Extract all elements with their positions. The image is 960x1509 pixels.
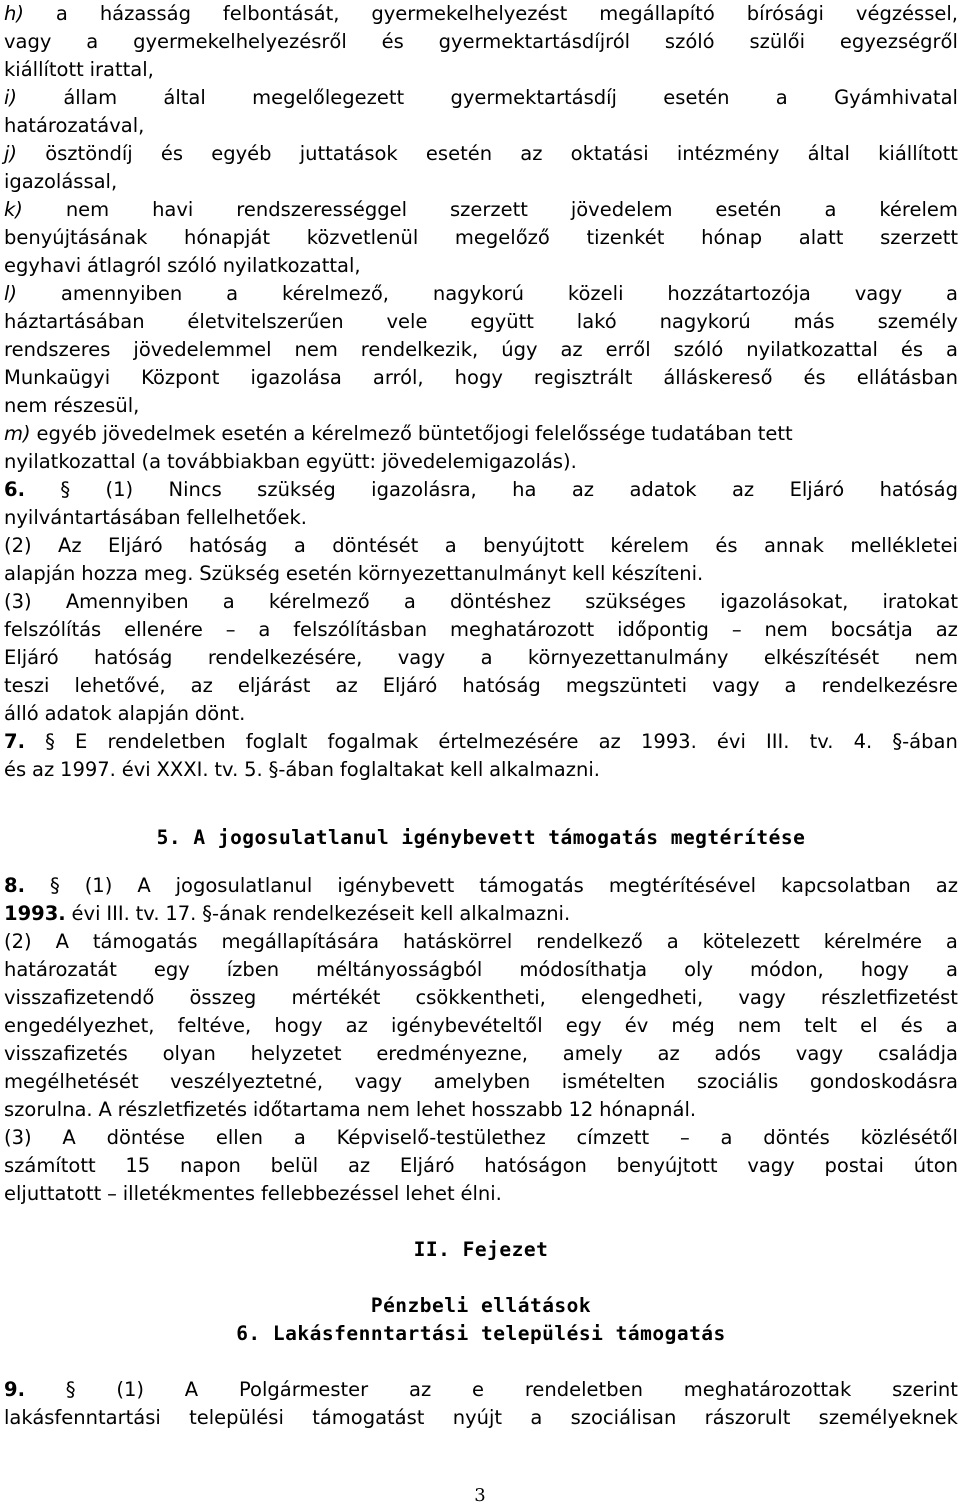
text-line: felszólítás ellenére – a felszólításban meghatározott időpontig – nem bocsátja az: [4, 618, 958, 641]
text-line: igazolással,: [4, 170, 118, 193]
text-line: és az 1997. évi XXXI. tv. 5. §-ában foglaltakat kell alkalmazni.: [4, 758, 600, 781]
text-line: m) egyéb jövedelmek esetén a kérelmező büntetőjogi felelőssége tudatában tett: [4, 422, 793, 445]
text-line: álló adatok alapján dönt.: [4, 702, 246, 725]
paragraph-block-income-proof: [4, 0, 958, 784]
text-line: alapján hozza meg. Szükség esetén környezettanulmányt kell készíteni.: [4, 562, 704, 585]
text-line: kiállított irattal,: [4, 58, 154, 81]
paragraph-block-housing: [4, 1376, 958, 1432]
chapter-heading: II. Fejezet: [413, 1238, 549, 1261]
text-line: 7. § E rendeletben foglalt fogalmak értelmezésére az 1993. évi III. tv. 4. §-ában: [4, 730, 958, 753]
text-line: visszafizetendő összeg mértékét csökkentheti, elengedheti, vagy részletfizetést: [4, 986, 958, 1009]
text-line: (3) Amennyiben a kérelmező a döntéshez szükséges igazolásokat, iratokat: [4, 590, 958, 613]
text-line: Eljáró hatóság rendelkezésére, vagy a környezettanulmány elkészítését nem: [4, 646, 958, 669]
text-line: h) a házasság felbontását, gyermekelhelyezést megállapító bírósági végzéssel,: [4, 2, 958, 25]
text-line: 1993. évi III. tv. 17. §-ának rendelkezéseit kell alkalmazni.: [4, 902, 571, 925]
text-line: j) ösztöndíj és egyéb juttatások esetén az oktatási intézmény által kiállított: [4, 142, 958, 165]
text-line: határozatával,: [4, 114, 145, 137]
text-line: (2) Az Eljáró hatóság a döntését a benyújtott kérelem és annak mellékletei: [4, 534, 958, 557]
text-line: számított 15 napon belül az Eljáró hatóságon benyújtott vagy postai úton: [4, 1154, 958, 1177]
text-line: szorulna. A részletfizetés időtartama nem lehet hosszabb 12 hónapnál.: [4, 1098, 697, 1121]
text-line: határozatát egy ízben méltányosságból módosíthatja oly módon, hogy a: [4, 958, 958, 981]
text-line: 8. § (1) A jogosulatlanul igénybevett támogatás megtérítésével kapcsolatban az: [4, 874, 958, 897]
text-line: teszi lehetővé, az eljárást az Eljáró hatóság megszünteti vagy a rendelkezésre: [4, 674, 958, 697]
text-line: eljuttatott – illetékmentes fellebbezéssel lehet élni.: [4, 1182, 502, 1205]
text-line: megélhetését veszélyeztetné, vagy amelyben ismételten szociális gondoskodásra: [4, 1070, 958, 1093]
document-page: [4, 0, 958, 1432]
text-line: vagy a gyermekelhelyezésről és gyermektartásdíjról szóló szülői egyezségről: [4, 30, 958, 53]
text-line: benyújtásának hónapját közvetlenül megelőző tizenkét hónap alatt szerzett: [4, 226, 958, 249]
text-line: nyilatkozattal (a továbbiakban együtt: jövedelemigazolás).: [4, 450, 577, 473]
text-line: i) állam által megelőlegezett gyermektartásdíj esetén a Gyámhivatal: [4, 86, 958, 109]
section-heading-6: 6. Lakásfenntartási települési támogatás: [236, 1322, 726, 1345]
text-line: 6. § (1) Nincs szükség igazolásra, ha az adatok az Eljáró hatóság: [4, 478, 958, 501]
page-number: 3: [474, 1485, 486, 1506]
text-line: 9. § (1) A Polgármester az e rendeletben meghatározottak szerint: [4, 1378, 958, 1401]
text-line: k) nem havi rendszerességgel szerzett jövedelem esetén a kérelem: [4, 198, 958, 221]
text-line: nyilvántartásában fellelhetőek.: [4, 506, 307, 529]
text-line: rendszeres jövedelemmel nem rendelkezik, úgy az erről szóló nyilatkozattal és a: [4, 338, 958, 361]
text-line: lakásfenntartási települési támogatást nyújt a szociálisan rászorult személyeknek: [4, 1406, 958, 1429]
text-line: (3) A döntése ellen a Képviselő-testülethez címzett – a döntés közlésétől: [4, 1126, 958, 1149]
paragraph-block-refund: [4, 872, 958, 1208]
text-line: háztartásában életvitelszerűen vele együtt lakó nagykorú más személy: [4, 310, 958, 333]
text-line: engedélyezhet, feltéve, hogy az igénybevételtől egy év még nem telt el és a: [4, 1014, 958, 1037]
text-line: egyhavi átlagról szóló nyilatkozattal,: [4, 254, 361, 277]
chapter-title: Pénzbeli ellátások: [370, 1294, 592, 1317]
text-line: (2) A támogatás megállapítására hatáskörrel rendelkező a kötelezett kérelmére a: [4, 930, 958, 953]
text-line: Munkaügyi Központ igazolása arról, hogy regisztrált álláskereső és ellátásban: [4, 366, 958, 389]
text-line: visszafizetés olyan helyzetet eredményezne, amely az adós vagy családja: [4, 1042, 958, 1065]
text-line: nem részesül,: [4, 394, 140, 417]
section-heading-5: 5. A jogosulatlanul igénybevett támogatás megtérítése: [156, 826, 806, 849]
text-line: l) amennyiben a kérelmező, nagykorú közeli hozzátartozója vagy a: [4, 282, 958, 305]
